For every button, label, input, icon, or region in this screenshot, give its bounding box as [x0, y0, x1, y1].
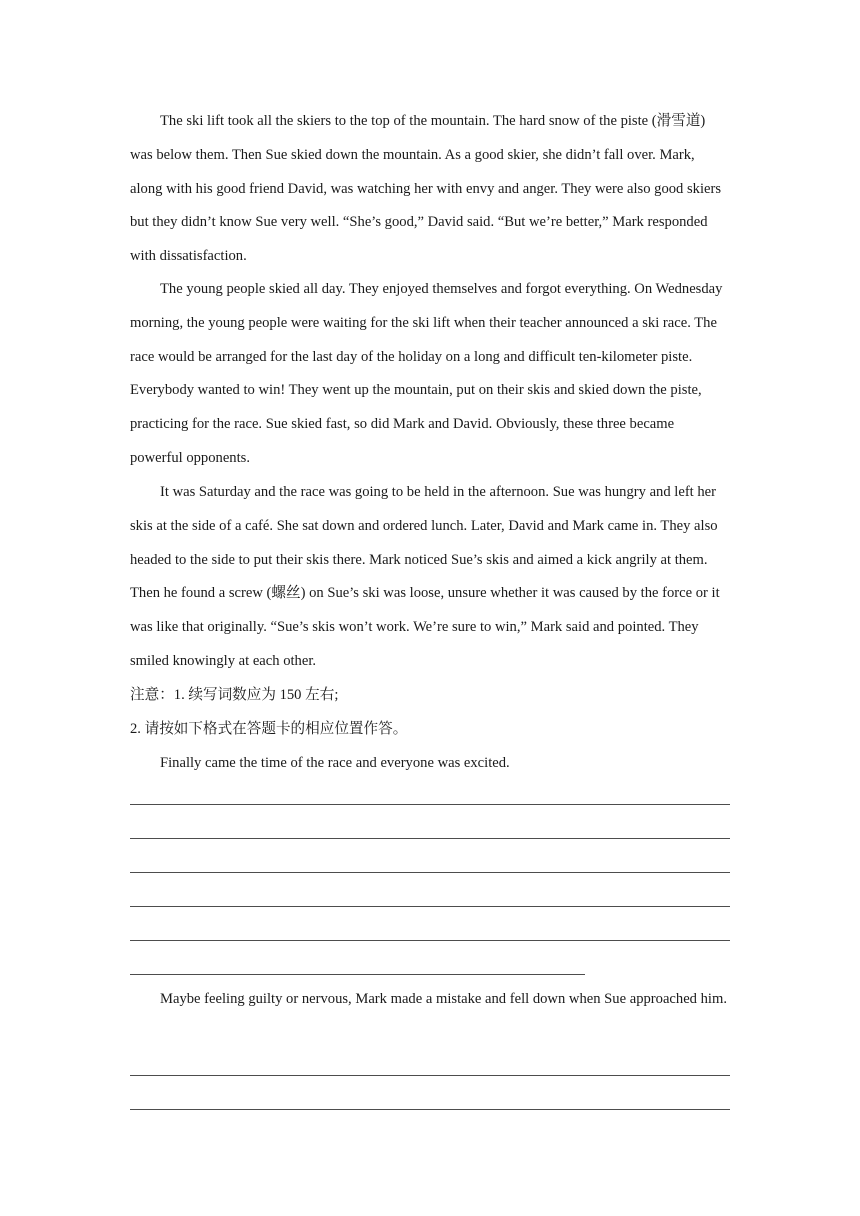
answer-line: [130, 872, 730, 873]
answer-line: [130, 974, 585, 975]
answer-line: [130, 906, 730, 907]
paragraph-text: The ski lift took all the skiers to the top of the mountain. The hard snow of the piste (滑雪道) was below them. Then Sue skied down the mountain. As a good skier, she didn’t fall over. Mark, along with his good friend David, was watching her with envy and anger. They were also good skiers but they didn’t know Sue very well. “She’s good,” David said. “But we’re better,” Mark responded with dissatisfaction.: [130, 113, 722, 265]
story-paragraph-3: [130, 476, 730, 679]
answer-line: [130, 940, 730, 941]
instruction-answer-format: 2. 请按如下格式在答题卡的相应位置作答。: [130, 720, 408, 737]
answer-line: [130, 1109, 730, 1110]
writing-instructions: [130, 679, 730, 747]
prompt-text: Finally came the time of the race and everyone was excited.: [160, 755, 510, 771]
continuation-prompt-1: [130, 747, 730, 781]
answer-line: [130, 804, 730, 805]
paragraph-text: It was Saturday and the race was going to be held in the afternoon. Sue was hungry and left her skis at the side of a café. She sat down and ordered lunch. Later, David and Mark came in. They also headed to the side to put their skis there. Mark noticed Sue’s skis and aimed a kick angrily at them. Then he found a screw (螺丝) on Sue’s ski was loose, unsure whether it was caused by the force or it was like that originally. “Sue’s skis won’t work. We’re sure to win,” Mark said and pointed. They smiled knowingly at each other.: [130, 484, 720, 669]
continuation-prompt-2: [130, 983, 730, 1017]
prompt-text: Maybe feeling guilty or nervous, Mark made a mistake and fell down when Sue approached him.: [160, 991, 727, 1007]
story-paragraph-1: [130, 105, 730, 274]
instruction-word-count: 注意：1. 续写词数应为 150 左右;: [130, 687, 339, 703]
answer-line: [130, 838, 730, 839]
answer-line: [130, 1075, 730, 1076]
paragraph-text: The young people skied all day. They enjoyed themselves and forgot everything. On Wednesday morning, the young people were waiting for the ski lift when their teacher announced a ski race. The race would be arranged for the last day of the holiday on a long and difficult ten-kilometer piste. Everybody wanted to win! They went up the mountain, put on their skis and skied down the piste, practicing for the race. Sue skied fast, so did Mark and David. Obviously, these three became powerful opponents.: [130, 281, 723, 466]
story-paragraph-2: [130, 273, 730, 476]
